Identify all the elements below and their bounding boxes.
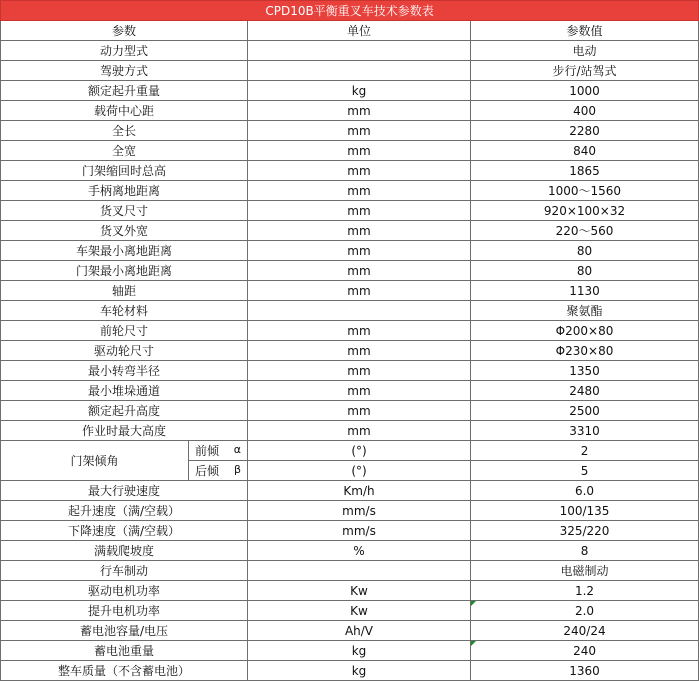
param-cell: 载荷中心距: [1, 101, 248, 121]
unit-cell: mm: [248, 421, 471, 441]
table-row: [1, 141, 699, 161]
param-cell: 驱动电机功率: [1, 581, 248, 601]
param-cell: 门架最小离地距离: [1, 261, 248, 281]
unit-cell: Kw: [248, 601, 471, 621]
param-cell: 货叉外宽: [1, 221, 248, 241]
value-cell: 2480: [471, 381, 699, 401]
unit-cell: (°): [248, 441, 471, 461]
sub-param-cell: [189, 461, 248, 481]
table-row: [1, 281, 699, 301]
table-row: [1, 561, 699, 581]
value-cell: 1000～1560: [471, 181, 699, 201]
param-cell: 最小堆垛通道: [1, 381, 248, 401]
unit-cell: mm/s: [248, 501, 471, 521]
table-title: CPD10B平衡重叉车技术参数表: [1, 1, 699, 21]
unit-cell: mm: [248, 321, 471, 341]
table-row: [1, 361, 699, 381]
param-cell: 门架倾角: [1, 441, 189, 481]
unit-cell: kg: [248, 661, 471, 681]
table-row: [1, 101, 699, 121]
param-cell: 起升速度（满/空载）: [1, 501, 248, 521]
table-row: [1, 241, 699, 261]
table-row: [1, 41, 699, 61]
value-cell: 2: [471, 441, 699, 461]
table-row: [1, 61, 699, 81]
value-cell: 电磁制动: [471, 561, 699, 581]
param-cell: 作业时最大高度: [1, 421, 248, 441]
table-row: [1, 601, 699, 621]
unit-cell: mm: [248, 141, 471, 161]
param-cell: 货叉尺寸: [1, 201, 248, 221]
unit-cell: mm: [248, 181, 471, 201]
table-row: [1, 621, 699, 641]
param-cell: 全长: [1, 121, 248, 141]
table-row: [1, 661, 699, 681]
value-cell: 840: [471, 141, 699, 161]
table-row: [1, 521, 699, 541]
param-cell: 全宽: [1, 141, 248, 161]
param-cell: 车轮材料: [1, 301, 248, 321]
sub-param-label: 前倾: [195, 444, 220, 458]
param-cell: 轴距: [1, 281, 248, 301]
table-row: [1, 441, 699, 461]
unit-cell: Kw: [248, 581, 471, 601]
value-cell: 325/220: [471, 521, 699, 541]
unit-cell: [248, 61, 471, 81]
table-row: [1, 501, 699, 521]
table-row: [1, 221, 699, 241]
value-cell: 100/135: [471, 501, 699, 521]
unit-cell: mm/s: [248, 521, 471, 541]
unit-cell: kg: [248, 641, 471, 661]
table-row: [1, 121, 699, 141]
unit-cell: mm: [248, 121, 471, 141]
table-row: [1, 81, 699, 101]
unit-cell: [248, 301, 471, 321]
value-cell: 220～560: [471, 221, 699, 241]
unit-cell: [248, 41, 471, 61]
table-row: [1, 181, 699, 201]
param-cell: 驾驶方式: [1, 61, 248, 81]
param-cell: 最小转弯半径: [1, 361, 248, 381]
unit-cell: mm: [248, 161, 471, 181]
param-cell: 下降速度（满/空载）: [1, 521, 248, 541]
greek-symbol: β: [233, 463, 241, 476]
value-cell: 2.0: [471, 601, 699, 621]
unit-cell: mm: [248, 261, 471, 281]
value-cell: 8: [471, 541, 699, 561]
value-cell: Φ200×80: [471, 321, 699, 341]
value-cell: Φ230×80: [471, 341, 699, 361]
unit-cell: %: [248, 541, 471, 561]
unit-cell: Ah/V: [248, 621, 471, 641]
table-row: [1, 201, 699, 221]
header-param: 参数: [1, 21, 248, 41]
table-row: [1, 481, 699, 501]
value-cell: 6.0: [471, 481, 699, 501]
value-cell: 聚氨酯: [471, 301, 699, 321]
param-cell: 动力型式: [1, 41, 248, 61]
unit-cell: mm: [248, 381, 471, 401]
unit-cell: mm: [248, 361, 471, 381]
value-cell: 920×100×32: [471, 201, 699, 221]
param-cell: 整车质量（不含蓄电池）: [1, 661, 248, 681]
sub-param-label: 后倾: [195, 464, 220, 478]
value-cell: 1865: [471, 161, 699, 181]
header-unit: 单位: [248, 21, 471, 41]
value-cell: 240/24: [471, 621, 699, 641]
table-row: [1, 321, 699, 341]
param-cell: 满载爬坡度: [1, 541, 248, 561]
value-cell: 3310: [471, 421, 699, 441]
param-cell: 驱动轮尺寸: [1, 341, 248, 361]
value-cell: 1.2: [471, 581, 699, 601]
param-cell: 门架缩回时总高: [1, 161, 248, 181]
unit-cell: mm: [248, 101, 471, 121]
header-value: 参数值: [471, 21, 699, 41]
value-cell: 1350: [471, 361, 699, 381]
greek-symbol: α: [233, 443, 241, 456]
value-cell: 1130: [471, 281, 699, 301]
param-cell: 车架最小离地距离: [1, 241, 248, 261]
value-cell: 2280: [471, 121, 699, 141]
param-cell: 额定起升高度: [1, 401, 248, 421]
unit-cell: mm: [248, 221, 471, 241]
param-cell: 蓄电池容量/电压: [1, 621, 248, 641]
value-cell: 80: [471, 261, 699, 281]
header-row: [1, 21, 699, 41]
table-row: [1, 581, 699, 601]
param-cell: 前轮尺寸: [1, 321, 248, 341]
unit-cell: mm: [248, 241, 471, 261]
unit-cell: Km/h: [248, 481, 471, 501]
value-cell: 80: [471, 241, 699, 261]
param-cell: 手柄离地距离: [1, 181, 248, 201]
param-cell: 提升电机功率: [1, 601, 248, 621]
unit-cell: mm: [248, 341, 471, 361]
unit-cell: mm: [248, 201, 471, 221]
param-cell: 蓄电池重量: [1, 641, 248, 661]
unit-cell: (°): [248, 461, 471, 481]
table-row: [1, 541, 699, 561]
param-cell: 行车制动: [1, 561, 248, 581]
value-cell: 电动: [471, 41, 699, 61]
table-row: [1, 341, 699, 361]
value-cell: 1360: [471, 661, 699, 681]
unit-cell: mm: [248, 281, 471, 301]
table-row: [1, 301, 699, 321]
table-row: [1, 641, 699, 661]
table-row: [1, 261, 699, 281]
value-cell: 1000: [471, 81, 699, 101]
title-row: [1, 1, 699, 21]
value-cell: 5: [471, 461, 699, 481]
value-cell: 2500: [471, 401, 699, 421]
value-cell: 240: [471, 641, 699, 661]
param-cell: 额定起升重量: [1, 81, 248, 101]
table-row: [1, 421, 699, 441]
value-cell: 步行/站驾式: [471, 61, 699, 81]
table-row: [1, 401, 699, 421]
table-row: [1, 161, 699, 181]
value-cell: 400: [471, 101, 699, 121]
unit-cell: [248, 561, 471, 581]
table-row: [1, 381, 699, 401]
unit-cell: kg: [248, 81, 471, 101]
sub-param-cell: [189, 441, 248, 461]
param-cell: 最大行驶速度: [1, 481, 248, 501]
unit-cell: mm: [248, 401, 471, 421]
